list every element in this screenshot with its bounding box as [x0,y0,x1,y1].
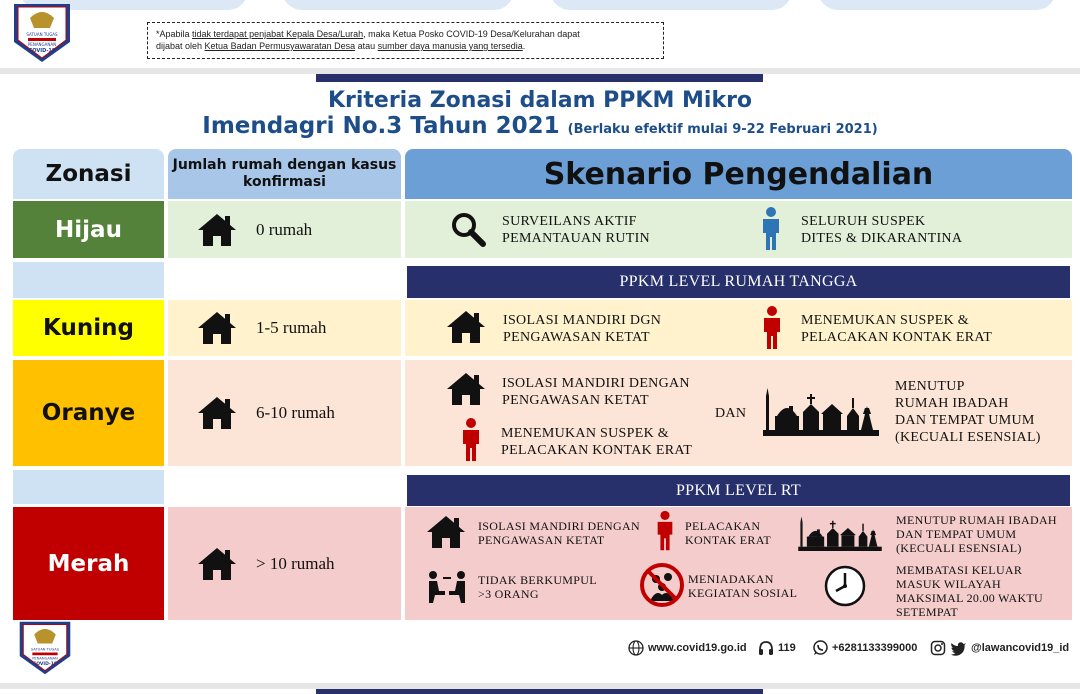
rumah-oranye [168,360,401,466]
merah-s3-line2: DAN TEMPAT UMUM [896,527,1017,541]
merah-s3-line1: MENUTUP RUMAH IBADAH [896,513,1057,527]
note-line-1: *Apabila tidak terdapat penjabat Kepala Desa/Lurah, maka Ketua Posko COVID-19 Desa/Kelurahan dapat [156,29,580,39]
footer-social[interactable] [930,640,1069,656]
house-icon [445,371,487,407]
emblem-bottom-text-1: SATUAN TUGAS [30,647,60,652]
hijau-s2-line2: DITES & DIKARANTINA [801,231,963,246]
rumah-merah-text: > 10 rumah [256,553,335,573]
header-skenario: Skenario Pengendalian [405,149,1072,199]
merah-s1-line1: ISOLASI MANDIRI DENGAN [478,519,640,533]
skenario-kuning [405,300,1072,356]
emblem-text-3: COVID-19 [28,48,56,54]
kuning-s2-line1: MENEMUKAN SUSPEK & [801,313,969,328]
whatsapp-icon [812,640,828,656]
kuning-s2 [801,312,992,346]
oranye-s3-line3: DAN TEMPAT UMUM [895,413,1035,428]
note-box [147,22,664,59]
person-icon-red [760,306,784,350]
oranye-s3-line2: RUMAH IBADAH [895,396,1009,411]
kuning-s1-line1: ISOLASI MANDIRI DGN [503,313,662,328]
title-note: (Berlaku efektif mulai 9-22 Februari 2021) [567,122,878,137]
merah-s3 [896,513,1057,555]
zone-merah: Merah [13,507,164,620]
footer-whatsapp[interactable] [812,640,917,656]
footer-whatsapp-text: +6281133399000 [832,642,918,654]
merah-s2-line2: KONTAK ERAT [685,533,771,547]
oranye-s3-line4: (KECUALI ESENSIAL) [895,430,1041,445]
oranye-s2-line1: MENEMUKAN SUSPEK & [501,426,669,441]
navy-bar-top [316,74,763,82]
skenario-oranye [405,360,1072,466]
house-icon [196,212,238,248]
level-rt: PPKM LEVEL RT [407,475,1070,506]
footer-hotline[interactable] [758,640,796,656]
merah-s4-line2: >3 ORANG [478,587,539,601]
hijau-s1 [502,213,650,247]
zone-kuning: Kuning [13,300,164,356]
person-icon-red [459,418,483,462]
kuning-s1 [503,312,661,346]
person-icon-blue [759,207,783,251]
rumah-hijau-text: 0 rumah [256,219,313,239]
rumah-merah [168,507,401,620]
merah-s1 [478,519,640,547]
distancing-people-icon [425,569,469,603]
kuning-s2-line2: PELACAKAN KONTAK ERAT [801,330,993,345]
house-icon [445,309,487,345]
footer-social-text: @lawancovid19_id [971,642,1070,654]
oranye-s2-line2: PELACAKAN KONTAK ERAT [501,443,693,458]
merah-s4-line1: TIDAK BERKUMPUL [478,573,597,587]
merah-s6-line4: SETEMPAT [896,605,958,619]
merah-s2 [685,519,771,547]
spacer-zonasi-2 [13,470,164,504]
house-icon [196,310,238,346]
merah-s6-line3: MAKSIMAL 20.00 WAKTU [896,591,1043,605]
house-icon [196,546,238,582]
emblem-text-2: PENANGANAN [27,42,57,47]
instagram-icon [930,640,946,656]
footer-hotline-text: 119 [778,642,796,654]
oranye-s1 [502,375,690,409]
worship-places-icon [763,386,879,436]
merah-s5-line2: KEGIATAN SOSIAL [688,586,798,600]
merah-s5 [688,572,797,600]
oranye-dan: DAN [715,406,747,421]
twitter-icon [950,641,967,656]
hijau-s1-line2: PEMANTAUAN RUTIN [502,231,650,246]
house-icon [425,514,467,550]
skenario-hijau [405,201,1072,258]
emblem-bottom-text-3: COVID-19 [32,662,58,668]
oranye-s3 [895,378,1041,446]
footer-web[interactable] [628,640,747,656]
oranye-s1-line2: PENGAWASAN KETAT [502,393,649,408]
worship-places-icon [795,515,885,551]
top-pill-4 [818,0,1056,10]
merah-s1-line2: PENGAWASAN KETAT [478,533,605,547]
level-rumah-tangga: PPKM LEVEL RUMAH TANGGA [407,266,1070,298]
footer-web-text: www.covid19.go.id [648,642,747,654]
note-line-2: dijabat oleh Ketua Badan Permusyawaratan Desa atau sumber daya manusia yang tersedia. [156,41,526,51]
oranye-s2 [501,425,692,459]
rumah-kuning-text: 1-5 rumah [256,318,327,337]
hijau-s1-line1: SURVEILANS AKTIF [502,214,637,229]
search-icon [450,211,486,247]
spacer-zonasi-1 [13,262,164,298]
hijau-s2-line1: SELURUH SUSPEK [801,214,926,229]
title-line-2 [0,113,1080,139]
header-jumlah: Jumlah rumah dengan kasus konfirmasi [168,149,401,199]
merah-s6-line2: MASUK WILAYAH [896,577,1001,591]
kuning-s1-line2: PENGAWASAN KETAT [503,330,650,345]
person-icon-red [654,510,676,552]
merah-s6-line1: MEMBATASI KELUAR [896,563,1023,577]
zone-hijau: Hijau [13,201,164,258]
rumah-oranye-text: 6-10 rumah [256,403,335,422]
merah-s2-line1: PELACAKAN [685,519,761,533]
globe-icon [628,640,644,656]
top-pill-2 [282,0,514,10]
zone-oranye: Oranye [13,360,164,466]
merah-s5-line1: MENIADAKAN [688,572,774,586]
no-gathering-icon [638,561,686,609]
rumah-kuning [168,300,401,356]
emblem-text-1: SATUAN TUGAS [26,32,58,37]
satgas-emblem-bottom [13,620,77,680]
skenario-merah [405,507,1072,620]
top-pill-3 [550,0,792,10]
headset-icon [758,640,774,656]
house-icon [196,395,238,431]
hijau-s2 [801,213,962,247]
rumah-hijau [168,201,401,258]
merah-s4 [478,573,597,601]
navy-bar-bottom [316,689,763,694]
merah-s3-line3: (KECUALI ESENSIAL) [896,541,1022,555]
emblem-bottom-text-2: PENANGANAN [32,656,58,661]
title-line-1: Kriteria Zonasi dalam PPKM Mikro [327,88,753,113]
oranye-s1-line1: ISOLASI MANDIRI DENGAN [502,376,690,391]
header-zonasi: Zonasi [13,149,164,199]
clock-icon [823,564,867,608]
title-main: Imendagri No.3 Tahun 2021 [202,113,560,139]
merah-s6 [896,563,1043,619]
oranye-s3-line1: MENUTUP [895,379,965,394]
satgas-emblem-top [10,2,74,62]
